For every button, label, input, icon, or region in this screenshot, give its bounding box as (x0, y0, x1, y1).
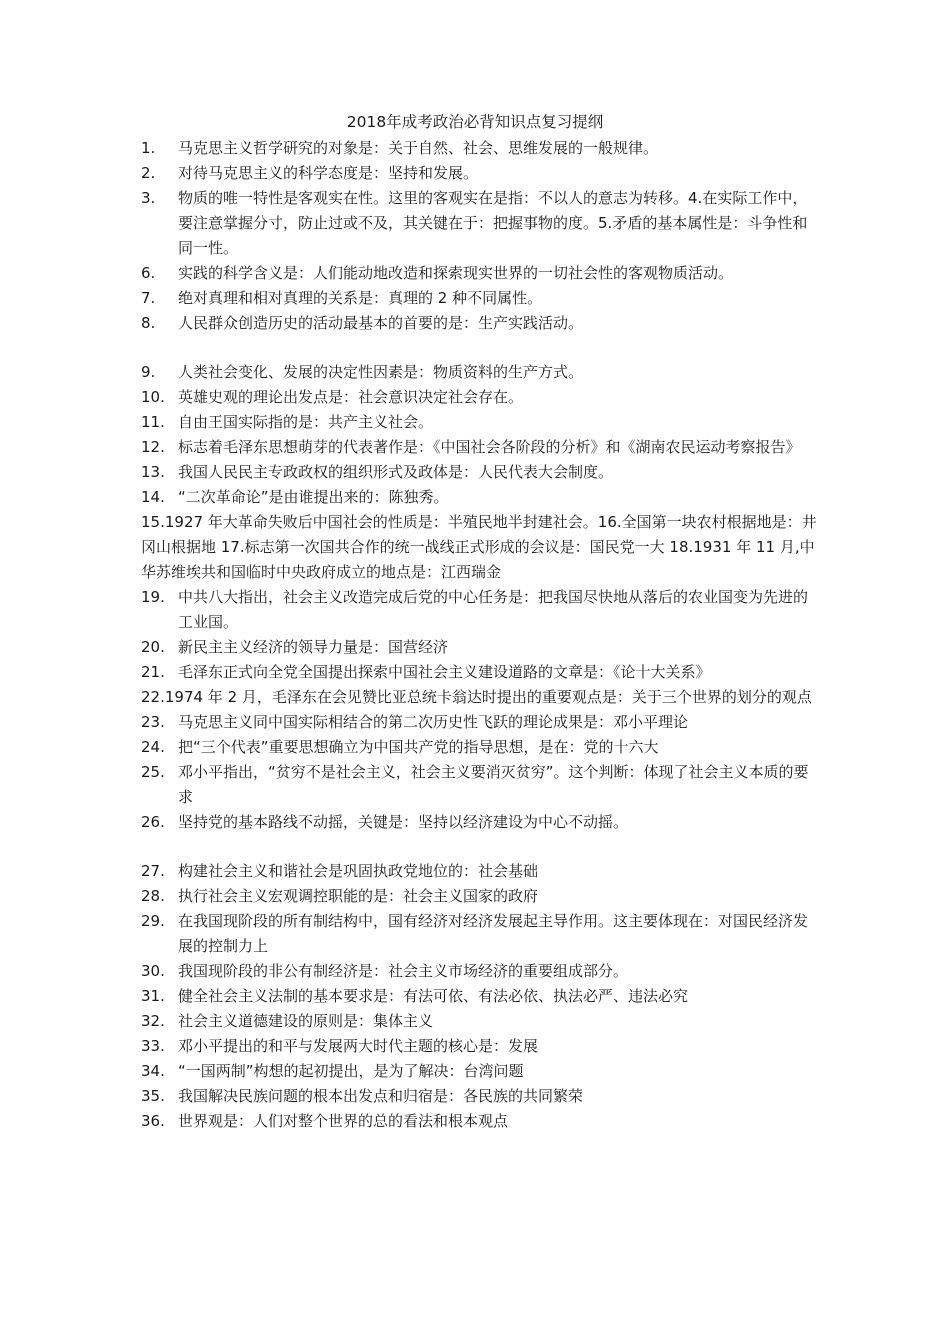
item-number: 1. (141, 139, 156, 157)
item-number: 8. (141, 314, 156, 332)
item-text: 马克思主义同中国实际相结合的第二次历史性飞跃的理论成果是：邓小平理论 (178, 713, 689, 731)
list-item (141, 710, 821, 735)
item-text: 22.1974 年 2 月，毛泽东在会见赞比亚总统卡翁达时提出的重要观点是：关于三个世界的划分的观点 (141, 688, 812, 706)
item-number: 21. (141, 663, 165, 681)
item-text: 物质的唯一特性是客观实在性。这里的客观实在是指：不以人的意志为转移。4.在实际工作中，要注意掌握分寸，防止过或不及，其关键在于：把握事物的度。5.矛盾的基本属性是：斗争性和同一性。 (178, 189, 808, 257)
item-text: 构建社会主义和谐社会是巩固执政党地位的：社会基础 (178, 862, 539, 880)
item-number: 35. (141, 1087, 165, 1105)
item-number: 9. (141, 363, 156, 381)
list-item (141, 735, 821, 760)
item-number: 19. (141, 588, 165, 606)
item-number: 2. (141, 164, 156, 182)
item-number: 31. (141, 987, 165, 1005)
list-item (141, 460, 821, 485)
list-item (141, 1034, 821, 1059)
item-text: 15.1927 年大革命失败后中国社会的性质是：半殖民地半封建社会。16.全国第一块农村根据地是：井冈山根据地 17.标志第一次国共合作的统一战线正式形成的会议是：国民党一大 18.1931 年 11 月,中华苏维埃共和国临时中央政府成立的地点是：江西瑞金 (141, 513, 817, 581)
list-item (141, 136, 821, 161)
item-text: “二次革命论”是由谁提出来的：陈独秀。 (178, 488, 449, 506)
item-number: 7. (141, 289, 156, 307)
list-item (141, 510, 821, 585)
item-number: 28. (141, 887, 165, 905)
list-item (141, 984, 821, 1009)
item-number: 24. (141, 738, 165, 756)
item-list (141, 136, 821, 1134)
item-text: 我国现阶段的非公有制经济是：社会主义市场经济的重要组成部分。 (178, 962, 629, 980)
list-item (141, 909, 821, 959)
list-item (141, 685, 821, 710)
list-item (141, 1084, 821, 1109)
item-number: 11. (141, 413, 165, 431)
item-text: “一国两制”构想的起初提出，是为了解决：台湾问题 (178, 1062, 524, 1080)
list-item (141, 410, 821, 435)
list-item (141, 161, 821, 186)
list-item (141, 1059, 821, 1084)
item-text: 实践的科学含义是：人们能动地改造和探索现实世界的一切社会性的客观物质活动。 (178, 264, 734, 282)
item-number: 27. (141, 862, 165, 880)
item-number: 14. (141, 488, 165, 506)
item-text: 马克思主义哲学研究的对象是：关于自然、社会、思维发展的一般规律。 (178, 139, 659, 157)
item-number: 26. (141, 813, 165, 831)
list-item (141, 585, 821, 635)
item-number: 29. (141, 912, 165, 930)
item-number: 12. (141, 438, 165, 456)
item-text: 标志着毛泽东思想萌芽的代表著作是：《中国社会各阶段的分析》和《湖南农民运动考察报告》 (178, 438, 801, 456)
list-item (141, 435, 821, 460)
blank-line (141, 336, 821, 360)
item-text: 我国人民民主专政政权的组织形式及政体是：人民代表大会制度。 (178, 463, 614, 481)
item-text: 在我国现阶段的所有制结构中，国有经济对经济发展起主导作用。这主要体现在：对国民经济发展的控制力上 (178, 912, 809, 955)
list-item (141, 385, 821, 410)
item-number: 33. (141, 1037, 165, 1055)
list-item (141, 884, 821, 909)
item-text: 世界观是：人们对整个世界的总的看法和根本观点 (178, 1112, 509, 1130)
list-item (141, 485, 821, 510)
item-text: 把“三个代表”重要思想确立为中国共产党的指导思想，是在：党的十六大 (178, 738, 659, 756)
blank-line (141, 835, 821, 859)
list-item (141, 810, 821, 835)
item-text: 社会主义道德建设的原则是：集体主义 (178, 1012, 434, 1030)
list-item (141, 1009, 821, 1034)
item-number: 20. (141, 638, 165, 656)
list-item (141, 1109, 821, 1134)
list-item (141, 635, 821, 660)
list-item (141, 261, 821, 286)
item-text: 健全社会主义法制的基本要求是：有法可依、有法必依、执法必严、违法必究 (178, 987, 689, 1005)
item-text: 人类社会变化、发展的决定性因素是：物质资料的生产方式。 (178, 363, 584, 381)
item-text: 绝对真理和相对真理的关系是：真理的 2 种不同属性。 (178, 289, 543, 307)
item-number: 25. (141, 763, 165, 781)
list-item (141, 760, 821, 810)
list-item (141, 186, 821, 261)
list-item (141, 286, 821, 311)
item-text: 坚持党的基本路线不动摇，关键是：坚持以经济建设为中心不动摇。 (178, 813, 629, 831)
item-number: 36. (141, 1112, 165, 1130)
item-number: 32. (141, 1012, 165, 1030)
item-text: 我国解决民族问题的根本出发点和归宿是：各民族的共同繁荣 (178, 1087, 584, 1105)
document-title: 2018年成考政治必背知识点复习提纲 (346, 113, 604, 131)
item-number: 30. (141, 962, 165, 980)
item-text: 人民群众创造历史的活动最基本的首要的是：生产实践活动。 (178, 314, 584, 332)
list-item (141, 660, 821, 685)
item-number: 10. (141, 388, 165, 406)
item-number: 6. (141, 264, 156, 282)
list-item (141, 360, 821, 385)
list-item (141, 311, 821, 336)
item-number: 34. (141, 1062, 165, 1080)
item-text: 毛泽东正式向全党全国提出探索中国社会主义建设道路的文章是：《论十大关系》 (178, 663, 711, 681)
item-number: 3. (141, 189, 156, 207)
item-number: 13. (141, 463, 165, 481)
item-text: 执行社会主义宏观调控职能的是：社会主义国家的政府 (178, 887, 539, 905)
item-text: 英雄史观的理论出发点是：社会意识决定社会存在。 (178, 388, 524, 406)
item-text: 新民主主义经济的领导力量是：国营经济 (178, 638, 449, 656)
item-text: 中共八大指出，社会主义改造完成后党的中心任务是：把我国尽快地从落后的农业国变为先进的工业国。 (178, 588, 809, 631)
list-item (141, 959, 821, 984)
list-item (141, 859, 821, 884)
item-text: 邓小平提出的和平与发展两大时代主题的核心是：发展 (178, 1037, 539, 1055)
item-text: 对待马克思主义的科学态度是：坚持和发展。 (178, 164, 479, 182)
item-number: 23. (141, 713, 165, 731)
item-text: 自由王国实际指的是：共产主义社会。 (178, 413, 434, 431)
item-text: 邓小平指出，“贫穷不是社会主义，社会主义要消灭贫穷”。这个判断：体现了社会主义本质的要求 (178, 763, 809, 806)
